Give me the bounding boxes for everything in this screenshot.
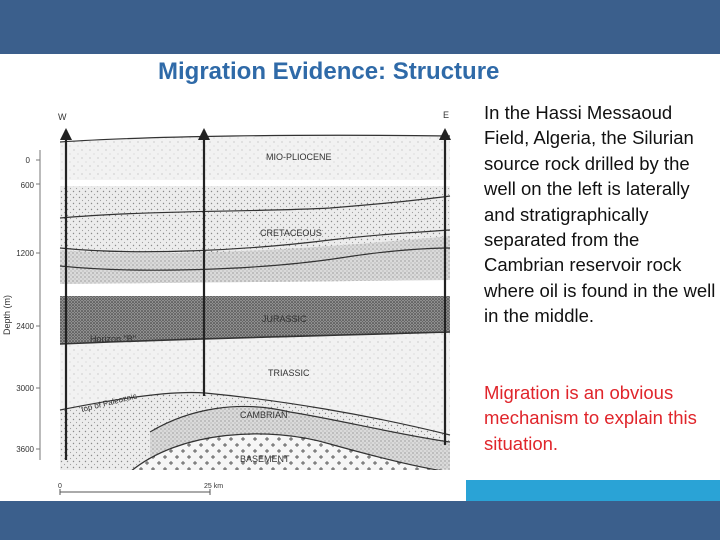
conclusion-text: Migration is an obvious mechanism to explain this situation. bbox=[484, 382, 697, 454]
basement-label: BASEMENT bbox=[240, 454, 290, 464]
depth-tick-600: 600 bbox=[20, 181, 34, 190]
horizon-b-label: Horizon "B" bbox=[90, 334, 136, 344]
scale-end-label: 25 km bbox=[204, 483, 224, 490]
footer-bar bbox=[0, 501, 720, 540]
depth-axis-label: Depth (m) bbox=[2, 294, 12, 335]
slide-title: Migration Evidence: Structure bbox=[158, 58, 500, 85]
accent-bar bbox=[466, 480, 720, 501]
depth-tick-3600: 3600 bbox=[16, 445, 34, 454]
cambrian-label: CAMBRIAN bbox=[240, 410, 288, 420]
depth-tick-0: 0 bbox=[25, 156, 30, 165]
depth-tick-marks bbox=[36, 160, 40, 449]
depth-tick-3000: 3000 bbox=[16, 384, 34, 393]
cretaceous-label: CRETACEOUS bbox=[260, 228, 322, 238]
top-paleozoic-label: top of Paleozoic bbox=[80, 391, 138, 414]
mio-pliocene-layer bbox=[60, 135, 450, 180]
header-bar bbox=[0, 0, 720, 54]
west-label: W bbox=[58, 112, 67, 122]
east-label: E bbox=[443, 110, 450, 120]
depth-tick-2400: 2400 bbox=[16, 322, 34, 331]
geologic-cross-section bbox=[0, 100, 470, 502]
jurassic-label: JURASSIC bbox=[262, 314, 307, 324]
depth-tick-1200: 1200 bbox=[16, 249, 34, 258]
body-text: In the Hassi Messaoud Field, Algeria, the Silurian source rock drilled by the well on the left is laterally and stratigraphically separated from the Cambrian reservoir rock where oil is found in the well in the middle. bbox=[484, 102, 716, 327]
triassic-label: TRIASSIC bbox=[268, 368, 310, 378]
mio-pliocene-label: MIO-PLIOCENE bbox=[266, 152, 332, 162]
scale-start-label: 0 bbox=[58, 483, 62, 490]
